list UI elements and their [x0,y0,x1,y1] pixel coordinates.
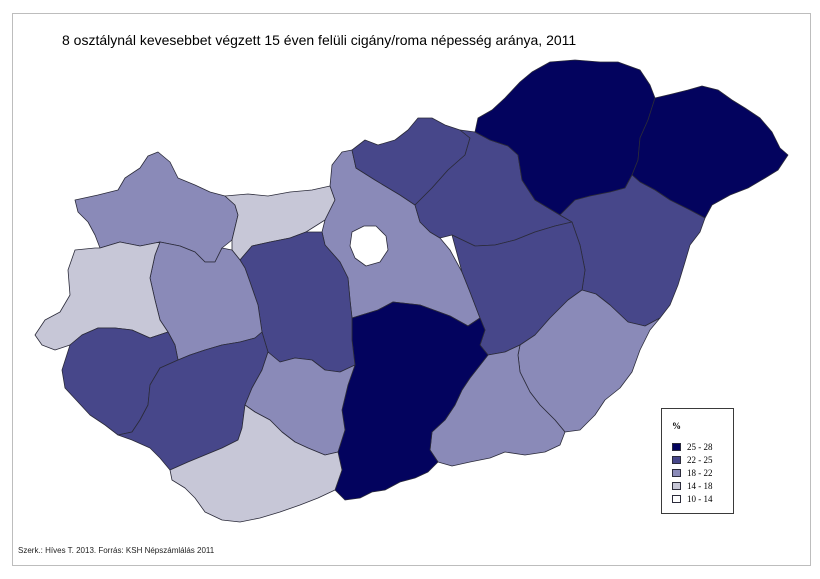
legend-item [672,441,713,452]
legend-label: 10 - 14 [687,493,713,504]
legend-item [672,480,713,491]
legend-item [672,493,713,504]
legend-item [672,454,713,465]
legend-label: 18 - 22 [687,467,713,478]
legend-item [672,467,713,478]
legend-swatch [672,482,681,490]
legend-label: 25 - 28 [687,441,713,452]
legend-label: 22 - 25 [687,454,713,465]
legend-label: 14 - 18 [687,480,713,491]
source-credit: Szerk.: Híves T. 2013. Forrás: KSH Népszámlálás 2011 [18,546,215,555]
legend-swatch [672,443,681,451]
legend [661,408,734,514]
legend-swatch [672,495,681,503]
legend-swatch [672,456,681,464]
map-title: 8 osztálynál kevesebbet végzett 15 éven felüli cigány/roma népesség aránya, 2011 [62,32,577,48]
legend-unit: % [672,421,681,431]
legend-swatch [672,469,681,477]
